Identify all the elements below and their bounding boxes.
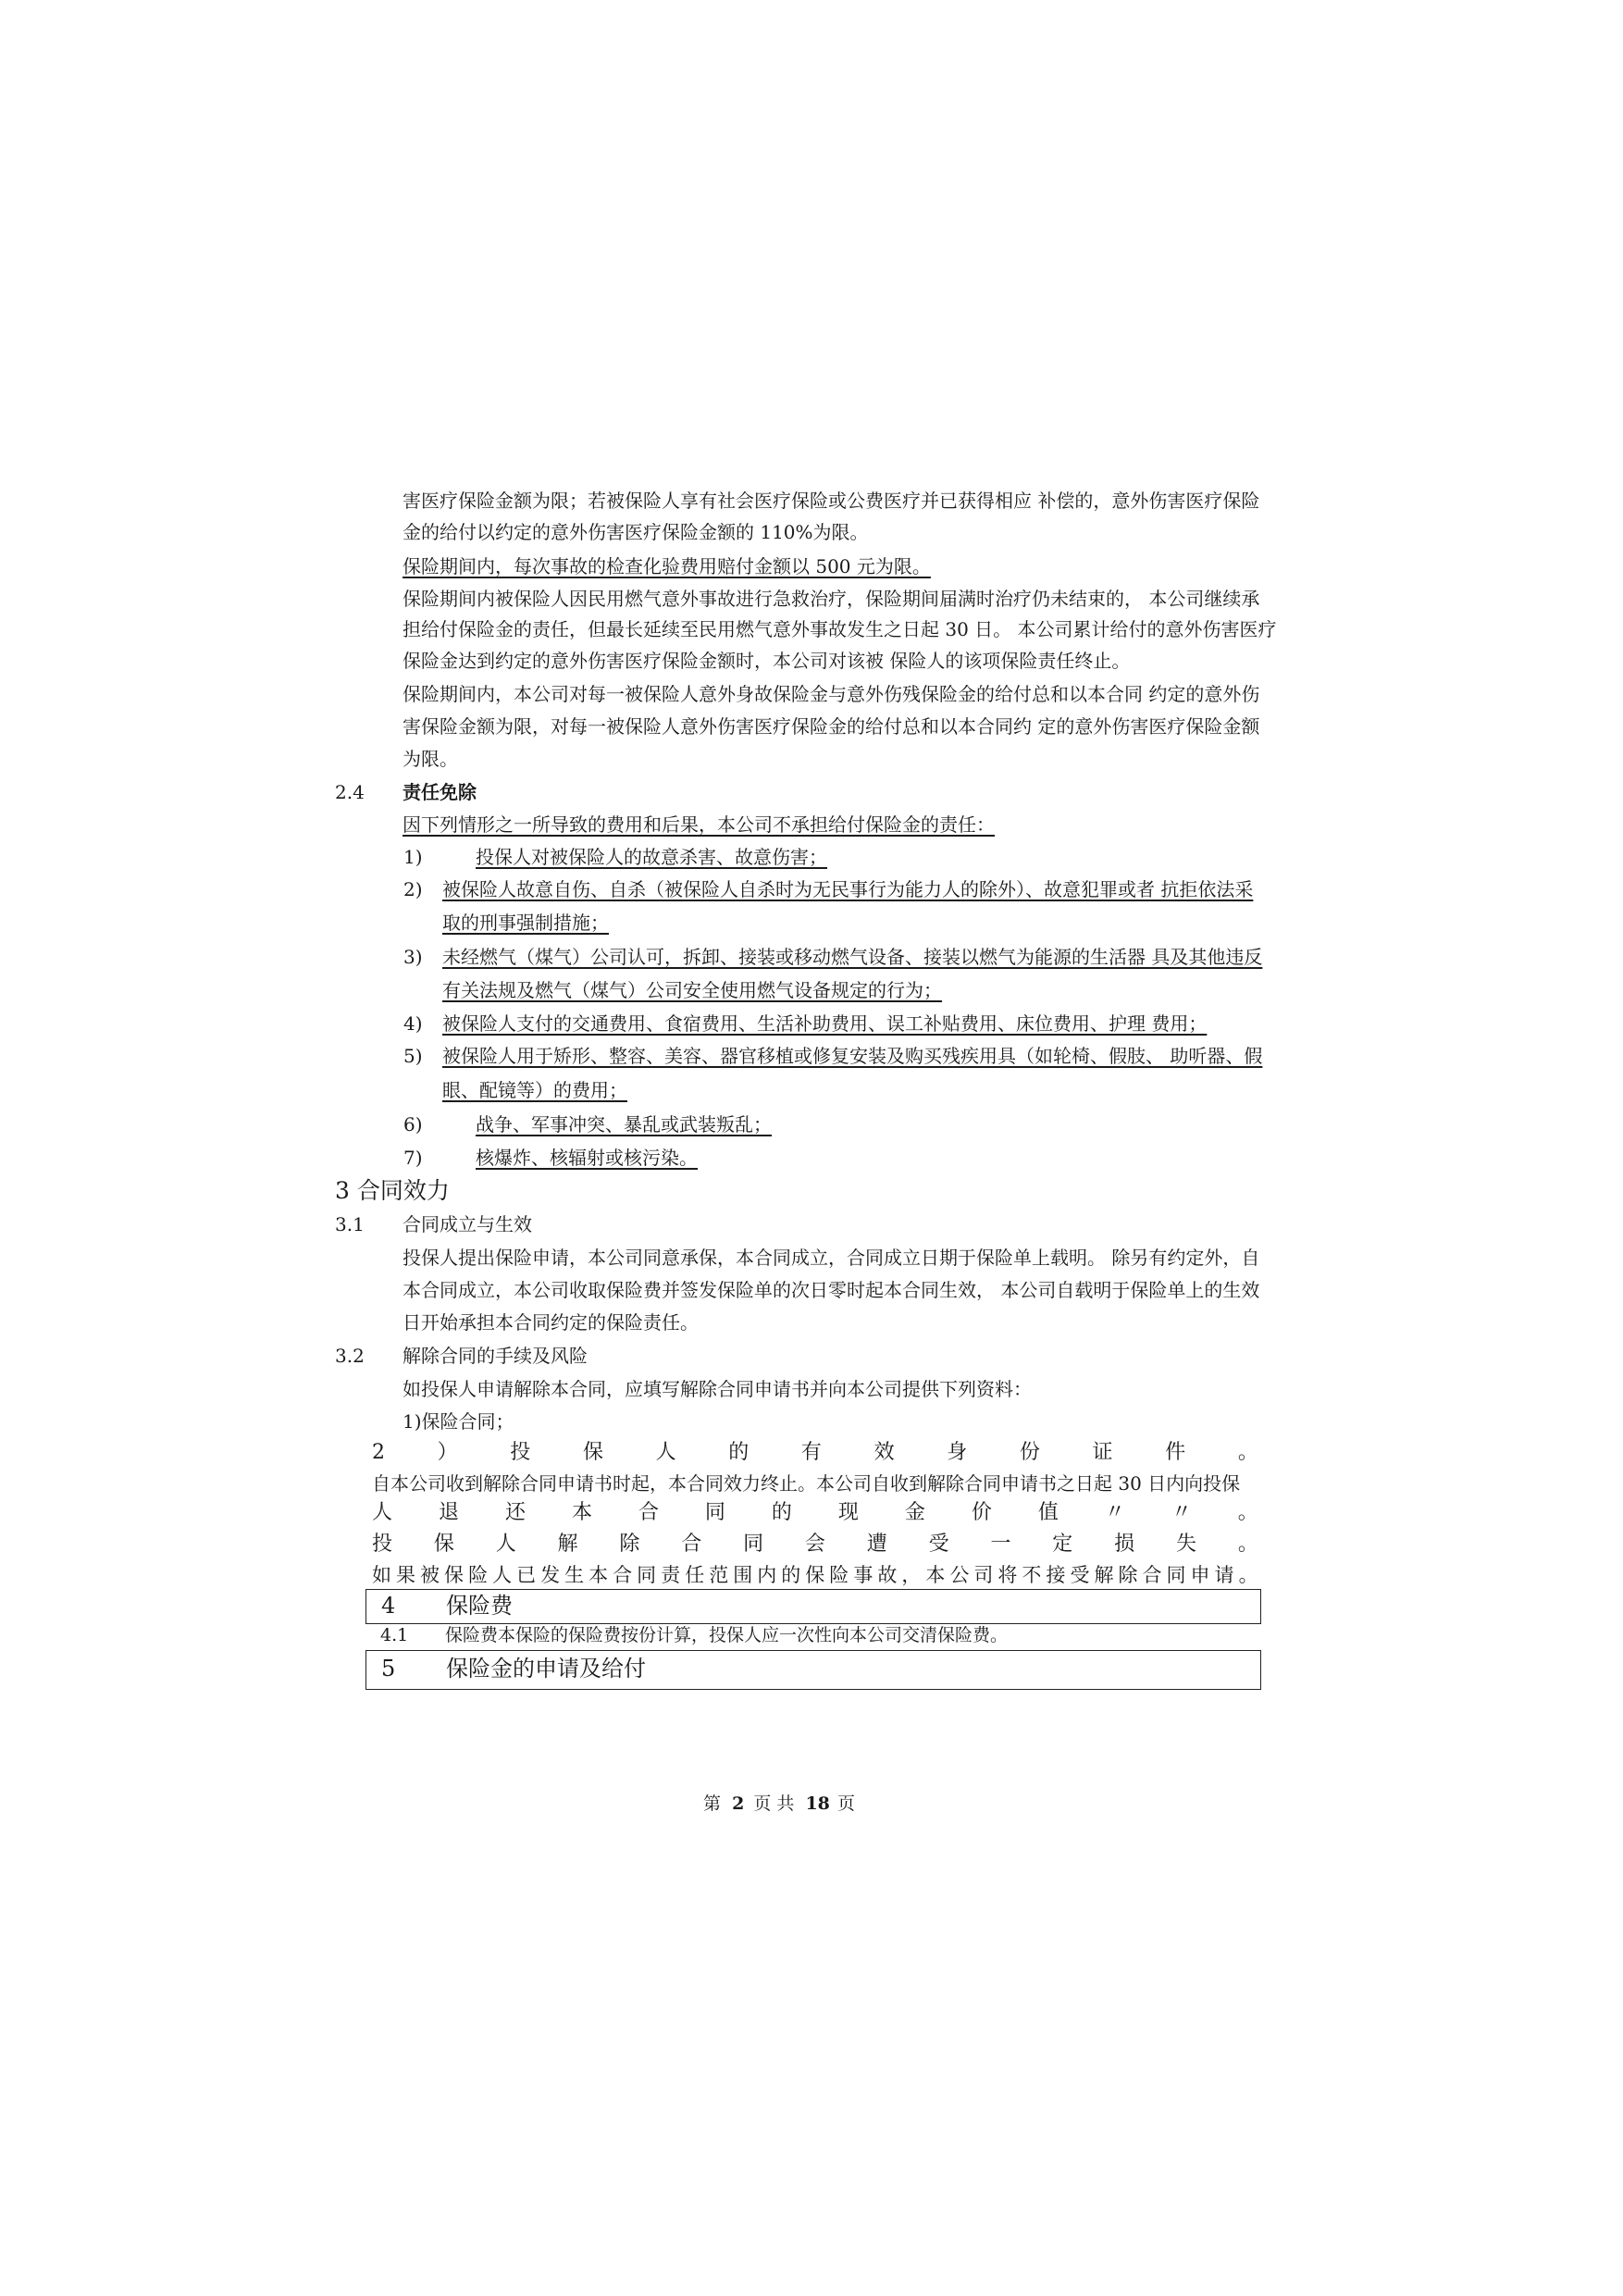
char: 一 bbox=[990, 1533, 1011, 1556]
exclusion-item-5b: 眼、配镜等）的费用； bbox=[442, 1079, 627, 1101]
intro-line-5: 担给付保险金的责任，但最长延续至民用燃气意外事故发生之日起 30 日。 本公司累计给付的意外伤害医疗 bbox=[403, 618, 1277, 640]
section-4-title: 保险费 bbox=[446, 1593, 513, 1619]
char: 本 bbox=[571, 1501, 592, 1524]
item-3-number: 3) bbox=[403, 946, 423, 968]
char: 解 bbox=[557, 1533, 578, 1556]
char: 合 bbox=[613, 1564, 633, 1586]
char: 投 bbox=[372, 1533, 393, 1556]
char: 将 bbox=[997, 1564, 1018, 1586]
section-3-2-row-5 bbox=[372, 1532, 1258, 1558]
section-3-1-line-1: 投保人提出保险申请，本公司同意承保，本合同成立，合同成立日期于保险单上载明。 除另有约定外，自 bbox=[403, 1247, 1260, 1269]
char: 发 bbox=[540, 1564, 561, 1586]
exclusion-item-4: 被保险人支付的交通费用、食宿费用、生活补助费用、误工补贴费用、床位费用、护理 费用； bbox=[442, 1012, 1208, 1035]
char: 保 bbox=[444, 1564, 465, 1586]
section-5-number: 5 bbox=[381, 1656, 396, 1682]
exclusion-item-7: 核爆炸、核辐射或核污染。 bbox=[476, 1147, 698, 1169]
exclusion-item-2a: 被保险人故意自伤、自杀（被保险人自杀时为无民事行为能力人的除外）、故意犯罪或者 抗拒依法采 bbox=[442, 878, 1254, 900]
item-6-number: 6) bbox=[403, 1113, 423, 1136]
char: 同 bbox=[637, 1564, 657, 1586]
char: 事 bbox=[853, 1564, 873, 1586]
char: 〃 bbox=[1104, 1501, 1125, 1524]
exclusion-item-1: 投保人对被保险人的故意杀害、故意伤害； bbox=[476, 846, 827, 868]
char: 的 bbox=[781, 1564, 801, 1586]
char: 失 bbox=[1175, 1533, 1196, 1556]
char: 生 bbox=[564, 1564, 585, 1586]
item-7-number: 7) bbox=[403, 1147, 423, 1169]
exclusion-lead: 因下列情形之一所导致的费用和后果，本公司不承担给付保险金的责任： bbox=[403, 813, 995, 836]
char: 退 bbox=[438, 1501, 459, 1524]
char: 金 bbox=[904, 1501, 925, 1524]
char: 险 bbox=[468, 1564, 489, 1586]
char: 司 bbox=[973, 1564, 994, 1586]
section-3-1-line-2: 本合同成立，本公司收取保险费并签发保险单的次日零时起本合同生效， 本公司自载明于保险单上的生效 bbox=[403, 1279, 1260, 1301]
intro-line-3: 保险期间内，每次事故的检查化验费用赔付金额以 500 元为限。 bbox=[403, 555, 931, 577]
char: 险 bbox=[829, 1564, 849, 1586]
char: 人 bbox=[495, 1533, 516, 1556]
intro-line-1: 害医疗保险金额为限；若被保险人享有社会医疗保险或公费医疗并已获得相应 补偿的，意外伤害医疗保险 bbox=[403, 490, 1260, 512]
char: 如 bbox=[372, 1564, 391, 1586]
char: 投 bbox=[510, 1441, 531, 1464]
intro-line-8: 害保险金额为限，对每一被保险人意外伤害医疗保险金的给付总和以本合同约 定的意外伤害医疗保险金额 bbox=[403, 715, 1260, 738]
char: 有 bbox=[800, 1441, 822, 1464]
char: 遭 bbox=[866, 1533, 887, 1556]
intro-line-9: 为限。 bbox=[403, 748, 458, 770]
char: 保 bbox=[433, 1533, 454, 1556]
char: 合 bbox=[1142, 1564, 1162, 1586]
char: 已 bbox=[516, 1564, 537, 1586]
char: 合 bbox=[681, 1533, 702, 1556]
char: 的 bbox=[728, 1441, 750, 1464]
section-5-title: 保险金的申请及给付 bbox=[446, 1656, 646, 1682]
section-3-2-line-2: 1)保险合同； bbox=[403, 1410, 514, 1433]
section-3-2-title: 解除合同的手续及风险 bbox=[403, 1345, 588, 1367]
char: 果 bbox=[396, 1564, 416, 1586]
char: 证 bbox=[1092, 1441, 1113, 1464]
char: 人 bbox=[372, 1501, 393, 1524]
section-3-2-number: 3.2 bbox=[335, 1345, 365, 1367]
section-4-1-number: 4.1 bbox=[380, 1625, 409, 1645]
section-3-2-row-4 bbox=[372, 1500, 1258, 1526]
char: 本 bbox=[925, 1564, 946, 1586]
char: 解 bbox=[1094, 1564, 1114, 1586]
char: 本 bbox=[588, 1564, 609, 1586]
exclusion-item-3a: 未经燃气（煤气）公司认可，拆卸、接装或移动燃气设备、接装以燃气为能源的生活器 具及其他违反 bbox=[442, 946, 1263, 968]
intro-line-6: 保险金达到约定的意外伤害医疗保险金额时，本公司对该被 保险人的该项保险责任终止。 bbox=[403, 650, 1131, 672]
char: 件 bbox=[1165, 1441, 1186, 1464]
char: 围 bbox=[733, 1564, 753, 1586]
char: 接 bbox=[1046, 1564, 1066, 1586]
section-4-number: 4 bbox=[381, 1593, 396, 1619]
section-3-1-line-3: 日开始承担本合同约定的保险责任。 bbox=[403, 1311, 699, 1334]
section-3-2-line-3: 自本公司收到解除合同申请书时起，本合同效力终止。本公司自收到解除合同申请书之日起 30 日内向投保 bbox=[372, 1472, 1241, 1495]
char: 现 bbox=[837, 1501, 859, 1524]
section-4-heading-box bbox=[365, 1589, 1261, 1624]
char: 合 bbox=[638, 1501, 659, 1524]
char: 同 bbox=[704, 1501, 725, 1524]
exclusion-item-3b: 有关法规及燃气（煤气）公司安全使用燃气设备规定的行为； bbox=[442, 979, 942, 1001]
char: 内 bbox=[757, 1564, 777, 1586]
section-3-2-row-6 bbox=[372, 1562, 1258, 1588]
exclusion-item-5a: 被保险人用于矫形、整容、美容、器官移植或修复安装及购买残疾用具（如轮椅、假肢、 助听器、假 bbox=[442, 1045, 1263, 1067]
char: 申 bbox=[1190, 1564, 1210, 1586]
char: 请 bbox=[1214, 1564, 1234, 1586]
item-1-number: 1) bbox=[403, 846, 423, 868]
char: 被 bbox=[420, 1564, 440, 1586]
char: 责 bbox=[661, 1564, 681, 1586]
char: 值 bbox=[1037, 1501, 1059, 1524]
footer-prefix: 第 bbox=[703, 1793, 722, 1814]
char: 。 bbox=[1237, 1533, 1258, 1556]
char: 除 bbox=[619, 1533, 640, 1556]
char: 任 bbox=[685, 1564, 705, 1586]
char: 会 bbox=[804, 1533, 825, 1556]
char: ， bbox=[901, 1564, 922, 1586]
section-3-2-line-1: 如投保人申请解除本合同，应填写解除合同申请书并向本公司提供下列资料： bbox=[403, 1378, 1032, 1400]
char: 受 bbox=[1070, 1564, 1090, 1586]
char: 效 bbox=[873, 1441, 895, 1464]
char: 范 bbox=[709, 1564, 729, 1586]
char: 同 bbox=[743, 1533, 764, 1556]
char: 还 bbox=[504, 1501, 526, 1524]
item-2-number: 2) bbox=[403, 878, 423, 900]
char: 保 bbox=[805, 1564, 825, 1586]
char: 〃 bbox=[1171, 1501, 1192, 1524]
char: 。 bbox=[1237, 1441, 1258, 1464]
char: 不 bbox=[1022, 1564, 1042, 1586]
section-3-heading: 3 合同效力 bbox=[335, 1177, 450, 1204]
footer-suffix: 页 bbox=[836, 1793, 855, 1814]
item-5-number: 5) bbox=[403, 1045, 423, 1067]
page-footer bbox=[703, 1793, 855, 1815]
char: 公 bbox=[949, 1564, 970, 1586]
char: 人 bbox=[492, 1564, 513, 1586]
char: 2 bbox=[372, 1441, 385, 1464]
footer-middle: 页 共 bbox=[753, 1793, 795, 1814]
char: 保 bbox=[582, 1441, 603, 1464]
char: 。 bbox=[1237, 1501, 1258, 1524]
exclusion-item-2b: 取的刑事强制措施； bbox=[442, 912, 609, 934]
char: 的 bbox=[771, 1501, 792, 1524]
char: 份 bbox=[1019, 1441, 1040, 1464]
exclusion-item-6: 战争、军事冲突、暴乱或武装叛乱； bbox=[476, 1113, 772, 1136]
section-4-1-text: 保险费本保险的保险费按份计算，投保人应一次性向本公司交清保险费。 bbox=[445, 1625, 1009, 1645]
char: 同 bbox=[1166, 1564, 1186, 1586]
char: 人 bbox=[655, 1441, 676, 1464]
item-4-number: 4) bbox=[403, 1012, 423, 1035]
section-3-1-number: 3.1 bbox=[335, 1213, 365, 1235]
section-3-1-title: 合同成立与生效 bbox=[403, 1213, 532, 1235]
intro-line-2: 金的给付以约定的意外伤害医疗保险金额的 110%为限。 bbox=[403, 521, 869, 543]
section-2-4-title: 责任免除 bbox=[403, 781, 477, 803]
char: 。 bbox=[1238, 1564, 1258, 1586]
section-5-heading-box bbox=[365, 1650, 1261, 1690]
char: ） bbox=[437, 1441, 458, 1464]
char: 身 bbox=[947, 1441, 968, 1464]
section-2-4-number: 2.4 bbox=[335, 781, 365, 803]
current-page-number: 2 bbox=[732, 1793, 745, 1814]
char: 故 bbox=[877, 1564, 898, 1586]
total-page-count: 18 bbox=[805, 1793, 830, 1814]
char: 除 bbox=[1118, 1564, 1138, 1586]
char: 受 bbox=[928, 1533, 949, 1556]
char: 损 bbox=[1114, 1533, 1135, 1556]
char: 价 bbox=[971, 1501, 992, 1524]
char: 定 bbox=[1052, 1533, 1073, 1556]
intro-line-4: 保险期间内被保险人因民用燃气意外事故进行急救治疗，保险期间届满时治疗仍未结束的， 本公司继续承 bbox=[403, 588, 1260, 610]
intro-line-7: 保险期间内，本公司对每一被保险人意外身故保险金与意外伤残保险金的给付总和以本合同 约定的意外伤 bbox=[403, 683, 1260, 705]
section-3-2-row-2 bbox=[372, 1440, 1258, 1466]
